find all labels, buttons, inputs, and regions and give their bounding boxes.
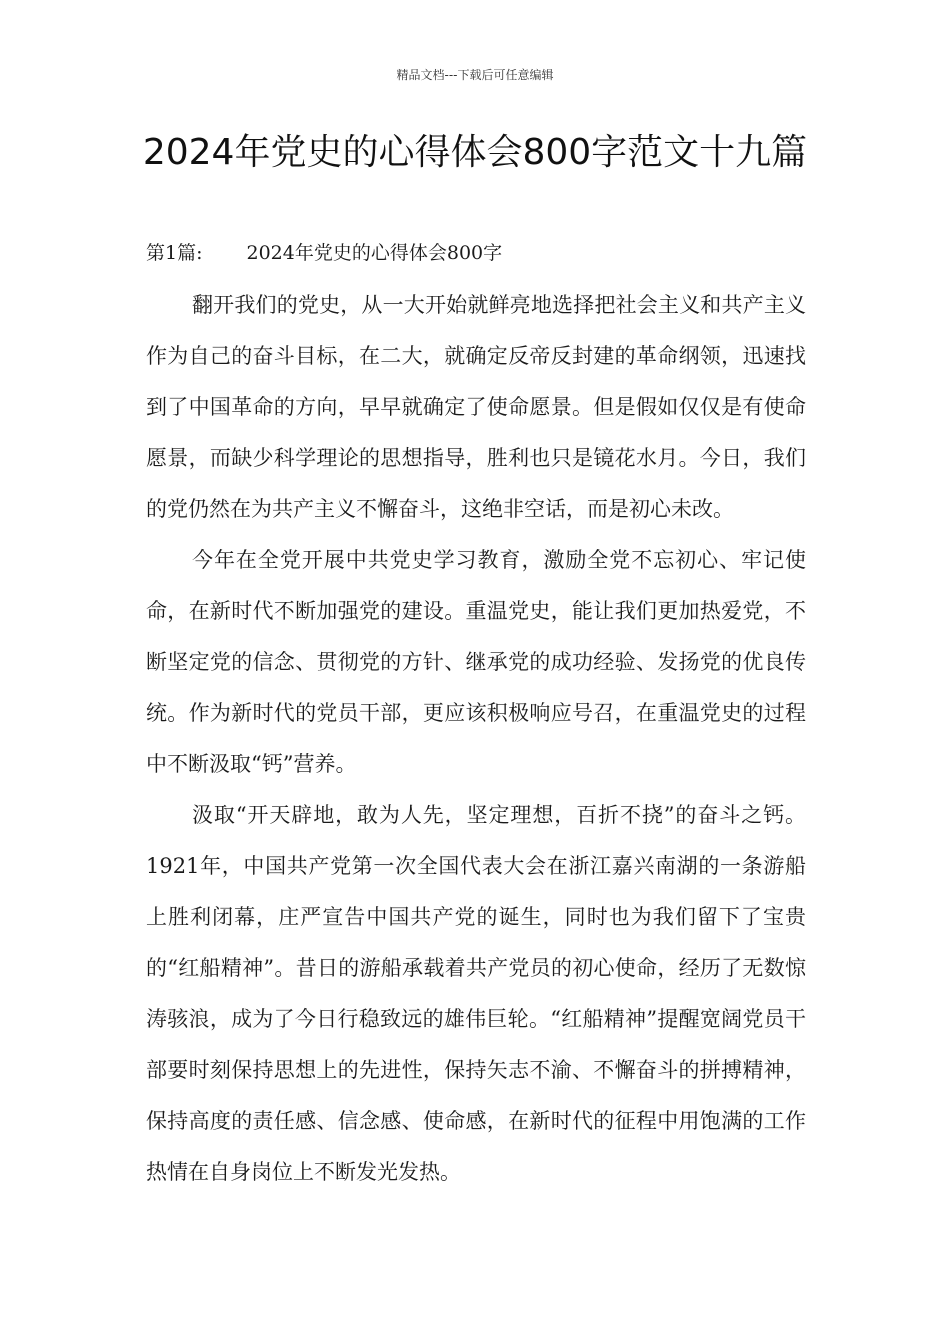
header-note: 精品文档---下载后可任意编辑 [396, 68, 554, 82]
paragraph: 汲取“开天辟地，敢为人先，坚定理想，百折不挠”的奋斗之钙。1921年，中国共产党第一次全国代表大会在浙江嘉兴南湖的一条游船上胜利闭幕，庄严宣告中国共产党的诞生，同时也为我们留下了宝贵的“红船精神”。昔日的游船承载着共产党员的初心使命，经历了无数惊涛骇浪，成为了今日行稳致远的雄伟巨轮。“红船精神”提醒宽阔党员干部要时刻保持思想上的先进性，保持矢志不渝、不懈奋斗的拼搏精神，保持高度的责任感、信念感、使命感，在新时代的征程中用饱满的工作热情在自身岗位上不断发光发热。 [146, 803, 806, 1184]
chapter-label: 第1篇: [146, 242, 203, 264]
document-body [146, 280, 806, 1198]
document-title: 2024年党史的心得体会800字范文十九篇 [142, 132, 808, 173]
paragraph: 今年在全党开展中共党史学习教育，激励全党不忘初心、牢记使命，在新时代不断加强党的建设。重温党史，能让我们更加热爱党，不断坚定党的信念、贯彻党的方针、继承党的成功经验、发扬党的优良传统。作为新时代的党员干部，更应该积极响应号召，在重温党史的过程中不断汲取“钙”营养。 [146, 548, 806, 776]
chapter-title: 2024年党史的心得体会800字 [246, 242, 503, 264]
paragraph: 翻开我们的党史，从一大开始就鲜亮地选择把社会主义和共产主义作为自己的奋斗目标，在二大，就确定反帝反封建的革命纲领，迅速找到了中国革命的方向，早早就确定了使命愿景。但是假如仅仅是有使命愿景，而缺少科学理论的思想指导，胜利也只是镜花水月。今日，我们的党仍然在为共产主义不懈奋斗，这绝非空话，而是初心未改。 [146, 293, 806, 521]
chapter-heading [146, 240, 502, 266]
